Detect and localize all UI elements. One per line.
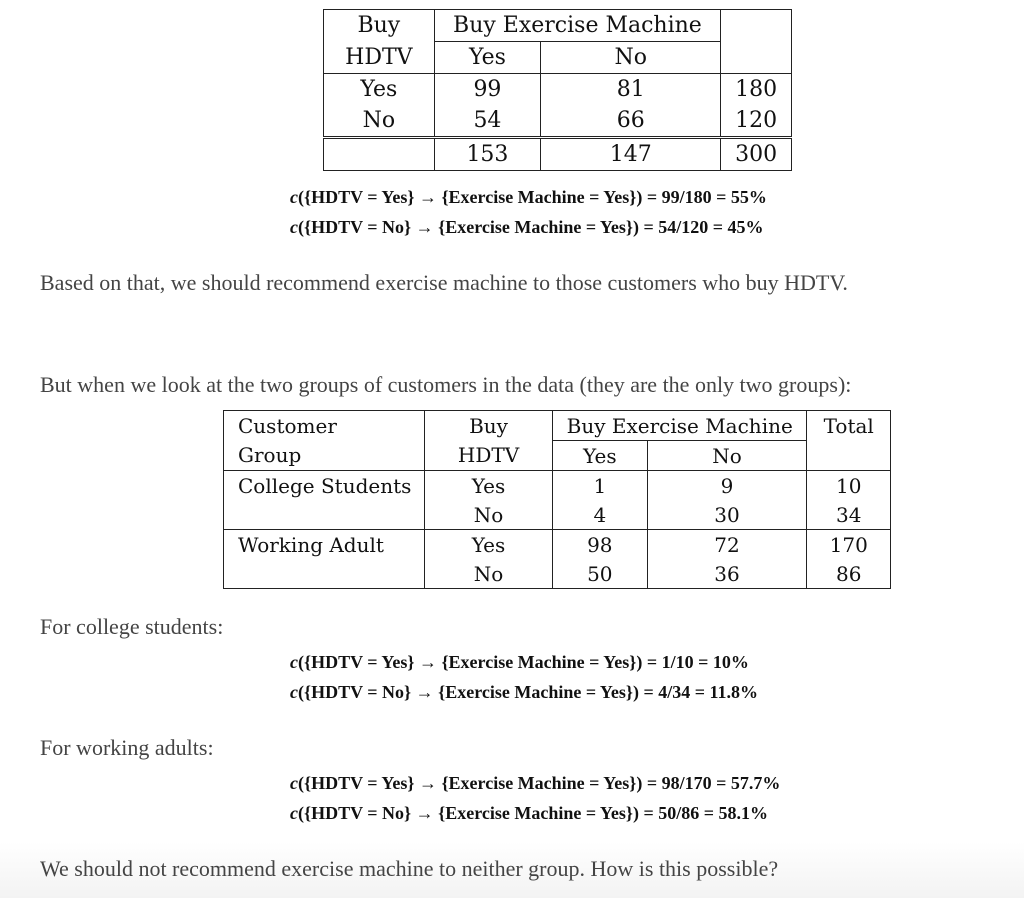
- header-buy: Buy: [324, 10, 435, 42]
- header-no: No: [541, 42, 721, 74]
- header-total: Total: [807, 411, 891, 441]
- header-yes: Yes: [434, 42, 541, 74]
- hdtv-value: Yes: [425, 471, 553, 501]
- working-formula-hdtv-yes: c({HDTV = Yes} → {Exercise Machine = Yes}) = 98/170 = 57.7%: [290, 773, 781, 793]
- cell-yes: 4: [553, 500, 648, 530]
- college-students-label: For college students:: [40, 614, 224, 639]
- header-yes: Yes: [553, 441, 648, 471]
- cell-no: 30: [647, 500, 807, 530]
- header-hdtv: HDTV: [425, 441, 553, 471]
- header-buy-exercise-machine: Buy Exercise Machine: [553, 411, 807, 441]
- table-totals-row: [324, 138, 792, 171]
- row-label: No: [324, 105, 435, 138]
- college-formula-hdtv-yes: c({HDTV = Yes} → {Exercise Machine = Yes}) = 1/10 = 10%: [290, 652, 749, 672]
- cell-no: 9: [647, 471, 807, 501]
- header-buy: Buy: [425, 411, 553, 441]
- header-buy-exercise-machine: Buy Exercise Machine: [434, 10, 721, 42]
- confidence-formula-hdtv-no: c({HDTV = No} → {Exercise Machine = Yes}) = 54/120 = 45%: [290, 217, 764, 237]
- groups-intro-text: But when we look at the two groups of customers in the data (they are the only two groups):: [40, 372, 852, 397]
- confidence-formula-hdtv-yes: c({HDTV = Yes} → {Exercise Machine = Yes}) = 99/180 = 55%: [290, 187, 767, 207]
- recommendation-text: Based on that, we should recommend exercise machine to those customers who buy HDTV.: [40, 270, 848, 295]
- group-name: Working Adult: [224, 530, 425, 560]
- hdtv-value: No: [425, 500, 553, 530]
- table-row: [324, 105, 792, 138]
- header-no: No: [647, 441, 807, 471]
- college-formula-hdtv-no: c({HDTV = No} → {Exercise Machine = Yes}) = 4/34 = 11.8%: [290, 682, 759, 702]
- total-no: 147: [541, 138, 721, 171]
- cell-yes: 1: [553, 471, 648, 501]
- header-total-blank: [721, 10, 792, 42]
- cell-total: 120: [721, 105, 792, 138]
- header-group: Group: [224, 441, 425, 471]
- cell-yes: 50: [553, 559, 648, 589]
- hdtv-value: Yes: [425, 530, 553, 560]
- customer-group-contingency-table: [223, 410, 891, 589]
- working-adults-label: For working adults:: [40, 735, 214, 760]
- cell-yes: 54: [434, 105, 541, 138]
- cell-no: 36: [647, 559, 807, 589]
- cell-yes: 98: [553, 530, 648, 560]
- cell-total: 34: [807, 500, 891, 530]
- cell-no: 81: [541, 74, 721, 106]
- working-formula-hdtv-no: c({HDTV = No} → {Exercise Machine = Yes}) = 50/86 = 58.1%: [290, 803, 769, 823]
- table-row: [224, 500, 891, 530]
- table-row: [224, 559, 891, 589]
- grand-total: 300: [721, 138, 792, 171]
- cell-yes: 99: [434, 74, 541, 106]
- hdtv-exercise-contingency-table: [323, 9, 792, 171]
- cell-no: 66: [541, 105, 721, 138]
- cell-total: 10: [807, 471, 891, 501]
- table-row: [324, 74, 792, 106]
- header-customer: Customer: [224, 411, 425, 441]
- header-hdtv: HDTV: [324, 42, 435, 74]
- cell-total: 86: [807, 559, 891, 589]
- cell-total: 180: [721, 74, 792, 106]
- cell-no: 72: [647, 530, 807, 560]
- group-name: College Students: [224, 471, 425, 501]
- table-row: [224, 530, 891, 560]
- total-yes: 153: [434, 138, 541, 171]
- table-row: [224, 471, 891, 501]
- hdtv-value: No: [425, 559, 553, 589]
- row-label: Yes: [324, 74, 435, 106]
- cell-total: 170: [807, 530, 891, 560]
- conclusion-text: We should not recommend exercise machine to neither group. How is this possible?: [40, 856, 779, 881]
